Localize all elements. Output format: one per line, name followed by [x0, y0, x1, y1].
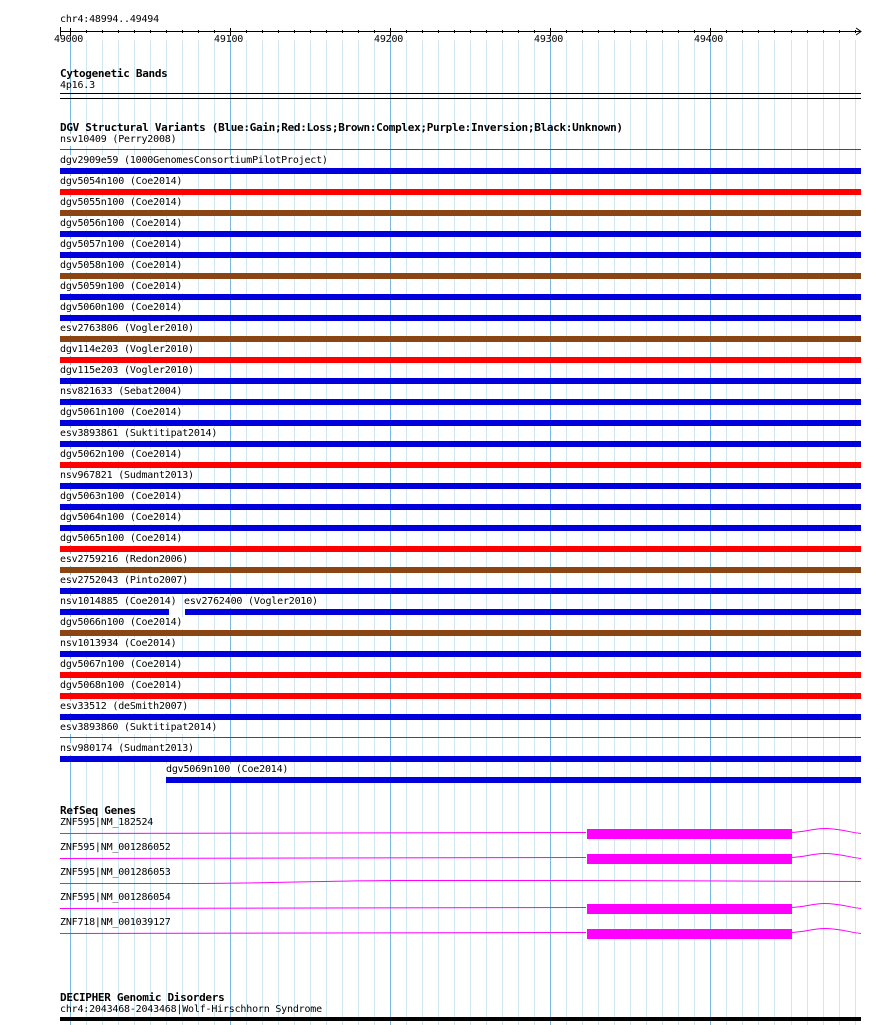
ruler-tick-label: 49000: [54, 34, 84, 45]
ruler-tick-label: 49300: [534, 34, 564, 45]
dgv-variant-bar[interactable]: [60, 399, 861, 405]
dgv-variant-label[interactable]: dgv114e203 (Vogler2010): [60, 344, 194, 355]
dgv-variant-label[interactable]: dgv5061n100 (Coe2014): [60, 407, 183, 418]
decipher-bar[interactable]: [60, 1017, 861, 1021]
refseq-gene-label[interactable]: ZNF595|NM_001286053: [60, 867, 171, 878]
dgv-variant-label[interactable]: esv2759216 (Redon2006): [60, 554, 189, 565]
dgv-variant-label[interactable]: dgv5059n100 (Coe2014): [60, 281, 183, 292]
dgv-variant-bar[interactable]: [60, 231, 861, 237]
dgv-variant-label[interactable]: nsv1014885 (Coe2014): [60, 596, 177, 607]
dgv-variant-bar[interactable]: [60, 210, 861, 216]
dgv-variant-bar[interactable]: [60, 588, 861, 594]
dgv-variant-label[interactable]: dgv2909e59 (1000GenomesConsortiumPilotProject): [60, 155, 328, 166]
dgv-variant-label[interactable]: dgv5066n100 (Coe2014): [60, 617, 183, 628]
dgv-variant-bar[interactable]: [60, 149, 861, 150]
dgv-variant-bar[interactable]: [60, 693, 861, 699]
dgv-variant-label[interactable]: dgv5057n100 (Coe2014): [60, 239, 183, 250]
ruler-tick-label: 49100: [214, 34, 244, 45]
dgv-variant-bar[interactable]: [60, 672, 861, 678]
dgv-variant-bar[interactable]: [60, 378, 861, 384]
dgv-variant-bar[interactable]: [60, 737, 861, 738]
dgv-variant-label[interactable]: dgv115e203 (Vogler2010): [60, 365, 194, 376]
dgv-variant-label[interactable]: esv2763806 (Vogler2010): [60, 323, 194, 334]
decipher-entry-label[interactable]: chr4:2043468-2043468|Wolf-Hirschhorn Syndrome: [60, 1004, 322, 1015]
dgv-variant-bar[interactable]: [60, 756, 861, 762]
refseq-track-title: RefSeq Genes: [60, 804, 136, 817]
dgv-variant-label[interactable]: dgv5063n100 (Coe2014): [60, 491, 183, 502]
dgv-variant-label[interactable]: esv3893861 (Suktitipat2014): [60, 428, 218, 439]
cytoband-label[interactable]: 4p16.3: [60, 80, 95, 91]
cytoband-track-title: Cytogenetic Bands: [60, 67, 168, 80]
dgv-variant-label[interactable]: dgv5058n100 (Coe2014): [60, 260, 183, 271]
dgv-variant-bar[interactable]: [60, 630, 861, 636]
dgv-variant-bar[interactable]: [185, 609, 861, 615]
dgv-variant-label[interactable]: esv2752043 (Pinto2007): [60, 575, 189, 586]
dgv-variant-label[interactable]: dgv5065n100 (Coe2014): [60, 533, 183, 544]
dgv-variant-bar[interactable]: [60, 462, 861, 468]
dgv-track-title: DGV Structural Variants (Blue:Gain;Red:Loss;Brown:Complex;Purple:Inversion;Black:Unknown): [60, 121, 623, 134]
dgv-variant-label[interactable]: dgv5068n100 (Coe2014): [60, 680, 183, 691]
dgv-variant-label[interactable]: dgv5064n100 (Coe2014): [60, 512, 183, 523]
dgv-variant-bar[interactable]: [60, 441, 861, 447]
dgv-variant-bar[interactable]: [60, 525, 861, 531]
dgv-variant-label[interactable]: dgv5056n100 (Coe2014): [60, 218, 183, 229]
dgv-variant-bar[interactable]: [60, 483, 861, 489]
dgv-variant-bar[interactable]: [60, 651, 861, 657]
refseq-gene-label[interactable]: ZNF595|NM_182524: [60, 817, 154, 828]
refseq-exon-block[interactable]: [587, 904, 792, 914]
refseq-exon-block[interactable]: [587, 929, 792, 939]
refseq-gene-label[interactable]: ZNF595|NM_001286052: [60, 842, 171, 853]
dgv-variant-bar[interactable]: [60, 168, 861, 174]
dgv-variant-bar[interactable]: [60, 189, 861, 195]
ruler-tick-label: 49400: [694, 34, 724, 45]
ruler-tick-label: 49200: [374, 34, 404, 45]
dgv-variant-bar[interactable]: [60, 567, 861, 573]
dgv-variant-bar[interactable]: [60, 294, 861, 300]
dgv-variant-label[interactable]: nsv821633 (Sebat2004): [60, 386, 183, 397]
refseq-gene-label[interactable]: ZNF595|NM_001286054: [60, 892, 171, 903]
dgv-variant-bar[interactable]: [60, 252, 861, 258]
dgv-variant-label[interactable]: dgv5069n100 (Coe2014): [166, 764, 289, 775]
dgv-variant-bar[interactable]: [60, 420, 861, 426]
dgv-variant-label[interactable]: nsv10409 (Perry2008): [60, 134, 177, 145]
refseq-gene-label[interactable]: ZNF718|NM_001039127: [60, 917, 171, 928]
dgv-variant-label[interactable]: dgv5054n100 (Coe2014): [60, 176, 183, 187]
refseq-exon-block[interactable]: [587, 854, 792, 864]
dgv-variant-label[interactable]: nsv980174 (Sudmant2013): [60, 743, 194, 754]
dgv-variant-bar[interactable]: [60, 357, 861, 363]
dgv-variant-label[interactable]: dgv5055n100 (Coe2014): [60, 197, 183, 208]
dgv-variant-bar[interactable]: [60, 315, 861, 321]
dgv-variant-label[interactable]: nsv967821 (Sudmant2013): [60, 470, 194, 481]
dgv-variant-bar[interactable]: [60, 504, 861, 510]
dgv-variant-label[interactable]: esv2762400 (Vogler2010): [184, 596, 318, 607]
dgv-variant-label[interactable]: esv3893860 (Suktitipat2014): [60, 722, 218, 733]
dgv-variant-bar[interactable]: [60, 609, 169, 615]
dgv-variant-label[interactable]: esv33512 (deSmith2007): [60, 701, 189, 712]
dgv-variant-label[interactable]: dgv5067n100 (Coe2014): [60, 659, 183, 670]
dgv-variant-label[interactable]: dgv5062n100 (Coe2014): [60, 449, 183, 460]
dgv-variant-bar[interactable]: [60, 714, 861, 720]
dgv-variant-bar[interactable]: [60, 336, 861, 342]
dgv-variant-label[interactable]: dgv5060n100 (Coe2014): [60, 302, 183, 313]
dgv-variant-bar[interactable]: [60, 546, 861, 552]
dgv-variant-bar[interactable]: [60, 273, 861, 279]
dgv-variant-bar[interactable]: [166, 777, 861, 783]
decipher-track-title: DECIPHER Genomic Disorders: [60, 991, 225, 1004]
region-label: chr4:48994..49494: [60, 14, 159, 25]
refseq-exon-block[interactable]: [587, 829, 792, 839]
dgv-variant-label[interactable]: nsv1013934 (Coe2014): [60, 638, 177, 649]
